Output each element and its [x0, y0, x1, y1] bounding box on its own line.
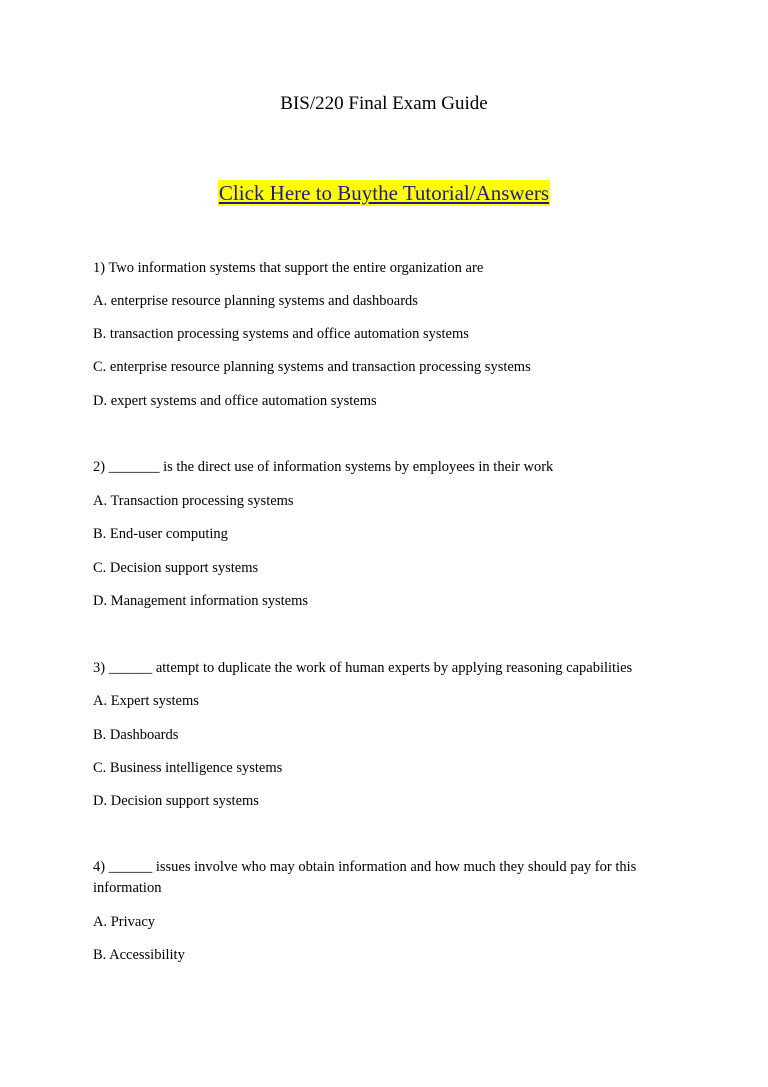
question-1-option-b: B. transaction processing systems and office automation systems	[93, 326, 469, 342]
question-3-prompt: 3) ______ attempt to duplicate the work of human experts by applying reasoning capabilities	[93, 660, 633, 676]
question-4-option-b: B. Accessibility	[93, 947, 185, 963]
question-3-option-d: D. Decision support systems	[93, 793, 259, 809]
question-2-option-a: A. Transaction processing systems	[93, 493, 294, 509]
question-2-option-b: B. End-user computing	[93, 526, 228, 542]
question-1-prompt: 1) Two information systems that support the entire organization are	[93, 260, 484, 276]
question-4-prompt: 4) ______ issues involve who may obtain information and how much they should pay for this information	[93, 859, 637, 896]
question-4-option-a: A. Privacy	[93, 914, 156, 930]
tutorial-link-container	[0, 180, 768, 206]
question-1-option-a: A. enterprise resource planning systems and dashboards	[93, 293, 418, 309]
question-2-option-d: D. Management information systems	[93, 593, 309, 609]
question-1-option-d: D. expert systems and office automation systems	[93, 393, 377, 409]
question-3-option-b: B. Dashboards	[93, 727, 179, 743]
question-3-option-a: A. Expert systems	[93, 693, 199, 709]
question-1-option-c: C. enterprise resource planning systems and transaction processing systems	[93, 359, 531, 375]
question-3-option-c: C. Business intelligence systems	[93, 760, 283, 776]
question-2-option-c: C. Decision support systems	[93, 560, 259, 576]
buy-tutorial-link[interactable]: Click Here to Buythe Tutorial/Answers	[218, 181, 550, 205]
question-2-prompt: 2) _______ is the direct use of information systems by employees in their work	[93, 459, 554, 475]
document-title: BIS/220 Final Exam Guide	[280, 93, 488, 114]
